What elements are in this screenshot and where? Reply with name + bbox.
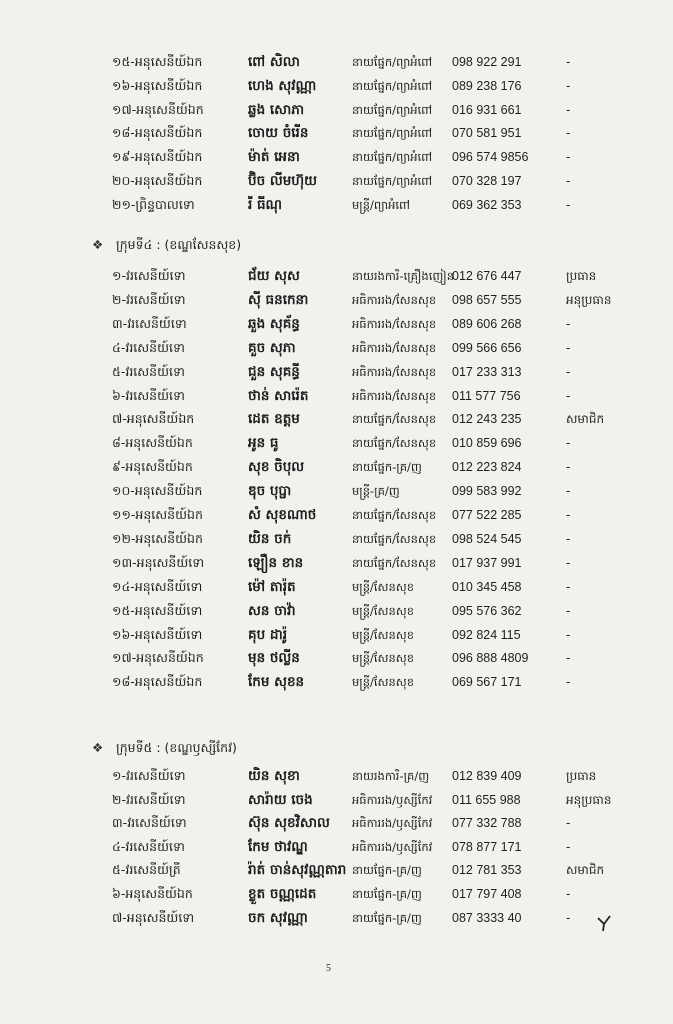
group-5-title: ក្រុមទី៥ : (ខណ្ឌឫស្សីកែវ) (116, 740, 237, 755)
member-phone: 099 566 656 (452, 340, 522, 355)
member-phone: 012 223 824 (452, 460, 522, 475)
member-role: - (566, 531, 571, 546)
member-row (0, 193, 673, 217)
member-role: - (566, 364, 571, 379)
member-name: រី ធីណុ (248, 196, 283, 213)
member-position: នាយផ្នែក/សែនសុខ (352, 508, 437, 522)
member-role: - (566, 78, 571, 93)
member-row (0, 336, 673, 360)
member-phone: 098 524 545 (452, 531, 522, 546)
member-position: មន្ត្រី/សែនសុខ (352, 627, 415, 642)
member-phone: 099 583 992 (452, 484, 522, 499)
member-name: ខ្លួត ចណ្ណដេត (248, 886, 317, 902)
member-row (0, 145, 673, 169)
member-name: ចោយ ចំរើន (248, 125, 309, 142)
member-row (0, 835, 673, 859)
member-name: សារ៉ាយ ចេង (248, 791, 313, 808)
member-rank: ៥-វរសេនីយ៍ត្រី (112, 862, 181, 878)
member-rank: ១០-អនុសេនីយ៍ឯក (112, 483, 203, 499)
member-position: នាយផ្នែក/សែនសុខ (352, 555, 437, 570)
member-phone: 070 328 197 (452, 174, 522, 188)
member-role: សមាជិក (566, 863, 605, 878)
member-phone: 010 345 458 (452, 579, 522, 594)
member-position: នាយផ្នែក-គ្រ/ញ (352, 887, 422, 901)
member-position: អធិការរង/ឫស្សីកែវ (352, 792, 433, 807)
member-role: - (566, 887, 571, 901)
member-role: - (566, 508, 571, 522)
member-name: ពៅ សិលា (248, 54, 300, 70)
member-role: - (566, 388, 571, 403)
member-phone: 017 233 313 (452, 364, 522, 379)
member-rank: ២-វរសេនីយ៍ទោ (112, 291, 186, 307)
member-role: - (566, 340, 571, 355)
member-row (0, 121, 673, 145)
page-number: 5 (326, 963, 331, 974)
member-role: - (566, 316, 571, 331)
member-position: មន្ត្រី/សែនសុខ (352, 651, 415, 666)
member-row (0, 551, 673, 575)
member-row (0, 169, 673, 193)
member-name: ដេត ឧត្តម (248, 411, 300, 428)
member-rank: ៩-អនុសេនីយ៍ឯក (112, 459, 193, 475)
member-role: - (566, 174, 571, 188)
member-position: នាយផ្នែក/ព្យាអំពៅ (352, 126, 433, 141)
member-name: កែម ថាវណ្ឌ (248, 838, 308, 855)
member-row (0, 670, 673, 694)
member-row (0, 811, 673, 835)
member-position: មន្ត្រី/ព្យាអំពៅ (352, 197, 411, 212)
member-rank: ១១-អនុសេនីយ៍ឯក (112, 507, 203, 522)
member-role: អនុប្រធាន (566, 792, 612, 807)
member-role: - (566, 675, 571, 690)
handwritten-mark-icon (595, 914, 613, 932)
member-name: ម៉ៅ តារ៉ុត (248, 578, 296, 595)
member-phone: 089 606 268 (452, 316, 522, 331)
member-rank: ៧-អនុសេនីយ៍ឯក (112, 411, 195, 427)
member-name: រ៉ាត់ ចាន់សុវណ្ណតារា (248, 862, 347, 879)
member-row (0, 312, 673, 336)
member-name: ឡឿន ខាន (248, 554, 304, 571)
group-4-heading (92, 233, 241, 257)
member-role: - (566, 460, 571, 475)
member-rank: ៧-អនុសេនីយ៍ទោ (112, 909, 195, 925)
member-role: ប្រធាន (566, 769, 597, 783)
member-position: នាយផ្នែក/ព្យាអំពៅ (352, 150, 433, 165)
member-position: មន្ត្រី/សែនសុខ (352, 675, 415, 690)
member-phone: 092 824 115 (452, 627, 521, 642)
diamond-bullet-icon: ❖ (92, 237, 104, 252)
member-phone: 017 797 408 (452, 887, 522, 901)
member-name: សំ សុខណាថ (248, 507, 317, 523)
member-position: នាយផ្នែក/សែនសុខ (352, 412, 437, 427)
member-phone: 098 657 555 (452, 292, 522, 307)
diamond-bullet-icon: ❖ (92, 740, 104, 755)
member-position: នាយផ្នែក/ព្យាអំពៅ (352, 78, 433, 93)
member-phone: 012 243 235 (452, 412, 522, 427)
member-position: នាយផ្នែក/សែនសុខ (352, 436, 437, 451)
member-position: នាយផ្នែក-គ្រ/ញ (352, 863, 422, 878)
member-position: អធិការរង/សែនសុខ (352, 292, 437, 307)
member-name: គុប ដារ៉ូ (248, 626, 287, 643)
member-row (0, 384, 673, 408)
member-phone: 069 362 353 (452, 197, 522, 212)
member-name: ជួន សុគន្ធី (248, 363, 300, 380)
member-rank: ១២-អនុសេនីយ៍ឯក (112, 530, 203, 546)
member-rank: ១៨-អនុសេនីយ៍ឯក (112, 125, 203, 141)
member-role: អនុប្រធាន (566, 292, 612, 307)
member-position: អធិការរង/សែនសុខ (352, 388, 437, 403)
member-name: កែម សុខន (248, 674, 305, 691)
member-position: អធិការរង/ឫស្សីកែវ (352, 816, 433, 831)
member-position: មន្ត្រី-គ្រ/ញ (352, 484, 400, 499)
member-position: អធិការរង/សែនសុខ (352, 364, 437, 379)
member-phone: 096 574 9856 (452, 150, 529, 165)
member-role: សមាជិក (566, 412, 605, 427)
member-phone: 012 676 447 (452, 269, 522, 283)
member-position: នាយផ្នែក-គ្រ/ញ (352, 460, 422, 475)
member-name: ឆួង សុគ័ន្ធ (248, 315, 300, 332)
member-row (0, 646, 673, 670)
member-name: ស៊ុន សុខវិសាល (248, 815, 330, 832)
member-rank: ១៩-អនុសេនីយ៍ឯក (112, 149, 203, 165)
group-4-title: ក្រុមទី៤ : (ខណ្ឌសែនសុខ) (116, 237, 242, 252)
member-phone: 017 937 991 (452, 555, 522, 570)
member-role: - (566, 150, 571, 165)
member-phone: 069 567 171 (452, 675, 522, 690)
member-position: អធិការរង/សែនសុខ (352, 340, 437, 355)
member-rank: ៦-អនុសេនីយ៍ឯក (112, 886, 193, 901)
member-phone: 089 238 176 (452, 78, 522, 93)
member-position: អធិការរង/សែនសុខ (352, 316, 437, 331)
member-row (0, 906, 673, 930)
member-phone: 096 888 4809 (452, 651, 529, 666)
member-row (0, 527, 673, 551)
member-name: ជ័យ សុស (248, 268, 300, 284)
member-row (0, 50, 673, 74)
member-position: អធិការរង/ឫស្សីកែវ (352, 839, 433, 854)
member-name: សុខ ចិបុល (248, 459, 305, 476)
member-name: យិន ចក់ (248, 530, 292, 547)
member-name: ឌុច បុប្ផា (248, 483, 292, 500)
member-rank: ១៧-អនុសេនីយ៍ឯក (112, 101, 204, 117)
member-row (0, 623, 673, 647)
member-rank: ២០-អនុសេនីយ៍ឯក (112, 173, 203, 188)
member-rank: ៥-វរសេនីយ៍ទោ (112, 363, 185, 379)
member-name: ថាន់ សារ៉េត (248, 387, 309, 404)
member-name: អូន ធូ (248, 435, 279, 452)
member-row (0, 858, 673, 882)
member-rank: ១៥-អនុសេនីយ៍ទោ (112, 602, 203, 618)
member-rank: ៣-វរសេនីយ៍ទោ (112, 315, 187, 331)
member-position: មន្ត្រី/សែនសុខ (352, 579, 415, 594)
member-row (0, 575, 673, 599)
member-phone: 012 781 353 (452, 863, 522, 878)
member-name: ម៉ាត់ អេនា (248, 149, 300, 166)
member-row (0, 360, 673, 384)
member-name: ហេង សុវណ្ណា (248, 77, 317, 94)
member-row (0, 455, 673, 479)
member-name: គួច សុភា (248, 339, 296, 356)
member-role: - (566, 555, 571, 570)
member-rank: ២១-ព្រិន្ទបាលទោ (112, 196, 195, 212)
member-rank: ៣-វរសេនីយ៍ទោ (112, 815, 187, 831)
member-name: យិន សុខា (248, 768, 300, 784)
member-role: - (566, 197, 571, 212)
member-phone: 095 576 362 (452, 603, 522, 618)
member-rank: ១៧-អនុសេនីយ៍ឯក (112, 650, 204, 666)
member-role: - (566, 126, 571, 141)
member-phone: 098 922 291 (452, 55, 522, 69)
member-name: ប៊ិច លីមហ៊ុយ (248, 173, 317, 189)
member-rank: ១៦-អនុសេនីយ៍ឯក (112, 77, 203, 93)
member-role: - (566, 839, 571, 854)
member-rank: ៤-វរសេនីយ៍ទោ (112, 838, 185, 854)
member-row (0, 882, 673, 906)
member-rank: ២-វរសេនីយ៍ទោ (112, 791, 186, 807)
member-row (0, 764, 673, 788)
member-row (0, 288, 673, 312)
member-role: - (566, 816, 571, 831)
member-position: មន្ត្រី/សែនសុខ (352, 603, 415, 618)
member-phone: 078 877 171 (452, 839, 522, 854)
member-row (0, 503, 673, 527)
member-rank: ១៤-អនុសេនីយ៍ទោ (112, 578, 203, 594)
member-phone: 087 3333 40 (452, 910, 522, 925)
member-rank: ១៦-អនុសេនីយ៍ទោ (112, 626, 203, 642)
member-phone: 016 931 661 (452, 102, 522, 117)
member-phone: 012 839 409 (452, 769, 522, 783)
member-role: - (566, 651, 571, 666)
member-name: ស៊ី ធនកេនា (248, 291, 309, 308)
member-row (0, 479, 673, 503)
member-position: នាយរងការិ-គ្រ/ញ (352, 769, 430, 783)
member-role: - (566, 102, 571, 117)
member-row (0, 788, 673, 812)
member-rank: ១៥-អនុសេនីយ៍ឯក (112, 54, 203, 69)
member-role: - (566, 603, 571, 618)
member-rank: ១៨-អនុសេនីយ៍ឯក (112, 674, 203, 690)
member-role: ប្រធាន (566, 269, 597, 283)
member-phone: 011 577 756 (452, 388, 521, 403)
member-row (0, 98, 673, 122)
member-position: នាយរងការិ-គ្រឿងញៀន (352, 269, 455, 283)
member-position: នាយផ្នែក/ព្យាអំពៅ (352, 102, 433, 117)
member-row (0, 264, 673, 288)
member-rank: ១៣-អនុសេនីយ៍ទោ (112, 554, 205, 570)
member-phone: 011 655 988 (452, 792, 521, 807)
member-role: - (566, 627, 571, 642)
member-rank: ៨-អនុសេនីយ៍ឯក (112, 435, 193, 451)
member-phone: 070 581 951 (452, 126, 522, 141)
member-role: - (566, 910, 571, 925)
member-role: - (566, 55, 571, 69)
member-position: នាយផ្នែក/ព្យាអំពៅ (352, 55, 433, 69)
member-role: - (566, 579, 571, 594)
member-position: នាយផ្នែក/ព្យាអំពៅ (352, 174, 433, 188)
member-name: មុន ថល្លីន (248, 650, 300, 667)
member-position: នាយផ្នែក-គ្រ/ញ (352, 910, 422, 925)
member-row (0, 74, 673, 98)
member-rank: ១-វរសេនីយ៍ទោ (112, 768, 186, 783)
member-row (0, 599, 673, 623)
member-phone: 010 859 696 (452, 436, 522, 451)
member-rank: ១-វរសេនីយ៍ទោ (112, 268, 186, 283)
member-rank: ៤-វរសេនីយ៍ទោ (112, 339, 185, 355)
member-name: ឆ្លង សោភា (248, 101, 305, 118)
member-phone: 077 332 788 (452, 816, 522, 831)
member-row (0, 407, 673, 431)
member-role: - (566, 484, 571, 499)
group-5-heading (92, 736, 237, 760)
member-name: សន ចាវ៉ា (248, 602, 296, 619)
member-phone: 077 522 285 (452, 508, 522, 522)
member-position: នាយផ្នែក/សែនសុខ (352, 531, 437, 546)
member-name: ចក សុវណ្ណា (248, 909, 308, 926)
member-rank: ៦-វរសេនីយ៍ទោ (112, 387, 185, 403)
member-row (0, 431, 673, 455)
member-role: - (566, 436, 571, 451)
